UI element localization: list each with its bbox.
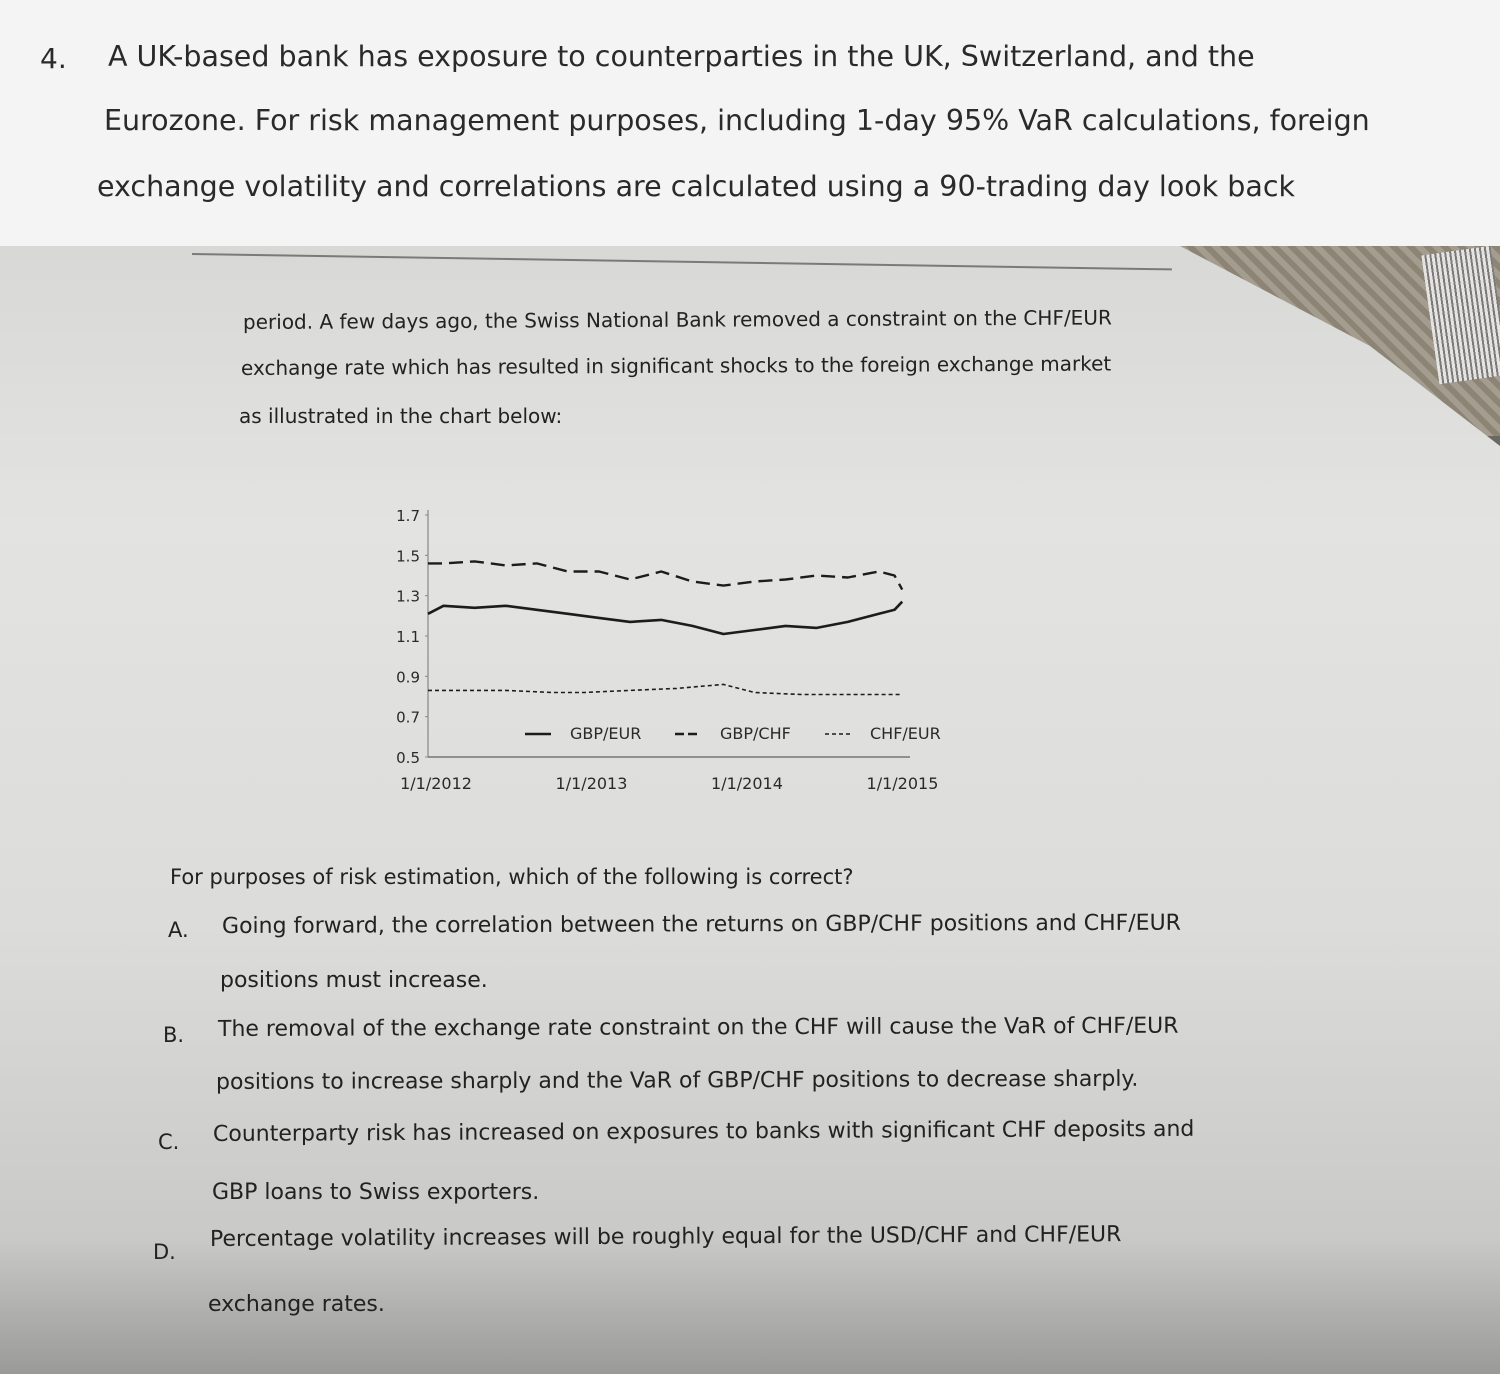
series-lines [428, 561, 902, 694]
question-line-3: exchange volatility and correlations are calculated using a 90-trading day look back [97, 170, 1296, 203]
question-prompt: For purposes of risk estimation, which of the following is correct? [170, 865, 854, 889]
legend-label: GBP/EUR [570, 724, 642, 743]
option-c-line-1: Counterparty risk has increased on exposures to banks with significant CHF deposits and [212, 1116, 1195, 1147]
y-tick-label: 1.3 [396, 587, 420, 606]
continuation-line-3: as illustrated in the chart below: [239, 404, 563, 428]
chart-legend [525, 724, 941, 743]
question-header-panel [0, 0, 1500, 246]
option-a-line-1: Going forward, the correlation between the returns on GBP/CHF positions and CHF/EUR [221, 910, 1181, 939]
x-axis [400, 757, 938, 793]
option-b-letter: B. [163, 1023, 185, 1047]
y-axis [396, 507, 428, 767]
series-line-gbp-chf [428, 561, 902, 589]
y-tick-label: 0.7 [396, 708, 420, 727]
y-tick-label: 1.7 [396, 507, 420, 525]
question-line-2: Eurozone. For risk management purposes, including 1-day 95% VaR calculations, foreign [104, 104, 1370, 137]
option-d-line-2: exchange rates. [208, 1292, 385, 1317]
y-tick-label: 1.5 [396, 547, 420, 566]
option-b-line-1: The removal of the exchange rate constraint on the CHF will cause the VaR of CHF/EUR [217, 1013, 1179, 1042]
option-b-line-2: positions to increase sharply and the VaR of GBP/CHF positions to decrease sharply. [215, 1066, 1139, 1095]
y-tick-label: 0.9 [396, 668, 420, 687]
option-d-line-1: Percentage volatility increases will be roughly equal for the USD/CHF and CHF/EUR [209, 1222, 1122, 1252]
x-tick-label: 1/1/2013 [555, 774, 628, 793]
option-d-letter: D. [153, 1240, 176, 1264]
series-line-chf-eur [428, 684, 902, 694]
y-tick-label: 0.5 [396, 749, 420, 767]
series-line-gbp-eur [428, 602, 902, 634]
legend-label: GBP/CHF [720, 724, 791, 743]
question-number: 4. [40, 42, 67, 75]
x-tick-label: 1/1/2015 [866, 774, 939, 793]
legend-label: CHF/EUR [870, 724, 941, 743]
option-c-letter: C. [158, 1130, 180, 1154]
question-line-1: A UK-based bank has exposure to counterparties in the UK, Switzerland, and the [108, 40, 1255, 73]
option-c-line-2: GBP loans to Swiss exporters. [212, 1180, 540, 1205]
option-a-letter: A. [168, 918, 189, 942]
continuation-line-1: period. A few days ago, the Swiss National Bank removed a constraint on the CHF/EUR [242, 305, 1112, 334]
y-tick-label: 1.1 [396, 628, 420, 646]
option-a-line-2: positions must increase. [220, 968, 488, 993]
x-tick-label: 1/1/2014 [711, 774, 783, 793]
continuation-line-2: exchange rate which has resulted in significant shocks to the foreign exchange market [240, 351, 1112, 380]
fx-rate-chart [370, 495, 970, 805]
x-tick-label: 1/1/2012 [400, 774, 472, 793]
